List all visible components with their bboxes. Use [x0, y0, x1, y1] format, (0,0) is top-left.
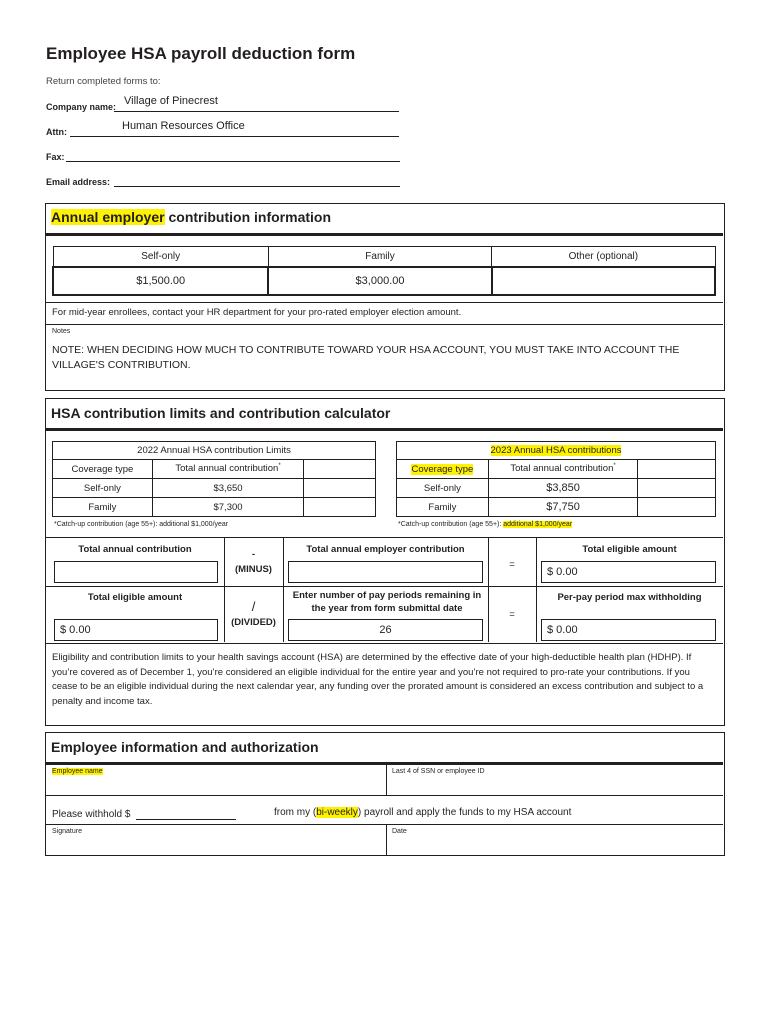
- limits-2022-row-label: Family: [53, 498, 153, 517]
- limits-2022-row-value: $7,300: [152, 498, 304, 517]
- total-eligible-label-2: Total eligible amount: [87, 592, 183, 603]
- pay-periods-input[interactable]: 26: [288, 619, 483, 641]
- employee-name-field[interactable]: [46, 765, 386, 795]
- value-other[interactable]: [492, 267, 715, 295]
- equals-sign-2: =: [509, 609, 515, 620]
- withhold-amount-field[interactable]: [136, 819, 236, 820]
- minus-dash: -: [251, 549, 256, 560]
- employer-title-rest: contribution information: [164, 209, 332, 225]
- limits-2022-col-coverage: Coverage type: [53, 460, 153, 479]
- email-label: Email address:: [46, 177, 111, 187]
- limits-2022-col-total: Total annual contribution*: [152, 460, 304, 479]
- total-eligible-output[interactable]: $ 0.00: [541, 561, 716, 583]
- company-name-label: Company name:: [46, 102, 117, 112]
- total-eligible-input-2[interactable]: $ 0.00: [54, 619, 218, 641]
- per-pay-output[interactable]: $ 0.00: [541, 619, 716, 641]
- limits-2023-footnote: *Catch-up contribution (age 55+): additional $1,000/year: [398, 521, 573, 528]
- divide-sign: /: [251, 599, 256, 614]
- limits-2022-caption: 2022 Annual HSA contribution Limits: [53, 442, 376, 460]
- attn-label: Attn:: [46, 127, 67, 137]
- limits-section-title: HSA contribution limits and contribution calculator: [51, 405, 391, 421]
- limits-2023-caption: 2023 Annual HSA contributions: [397, 442, 716, 460]
- limits-2023-row-label: Self-only: [397, 479, 489, 498]
- company-name-field[interactable]: Village of Pinecrest: [124, 95, 218, 107]
- total-annual-label: Total annual contribution: [78, 544, 192, 555]
- limits-section: [45, 398, 725, 726]
- limits-2023-table: [396, 441, 716, 517]
- eligibility-paragraph: Eligibility and contribution limits to your health savings account (HSA) are determined by the effective date of your high-deductible health plan (HDHP). If you’re covered as of December 1, you’re considered an eligible individual for the entire year and you’re not required to pro-rate your contributions. If you cease to be an eligible individual during the next calendar year, any funding over the prorated amount is considered an excess contribution and subject to a penalty and income tax.: [52, 652, 704, 707]
- pay-periods-label: Enter number of pay periods remaining in the year from form submittal date: [292, 590, 482, 614]
- limits-2022-row-value: $3,650: [152, 479, 304, 498]
- notes-field[interactable]: NOTE: WHEN DECIDING HOW MUCH TO CONTRIBUTE TOWARD YOUR HSA ACCOUNT, YOU MUST TAKE INTO ACCOUNT THE VILLAGE'S CONTRIBUTION.: [52, 344, 680, 371]
- per-pay-label: Per-pay period max withholding: [557, 592, 702, 603]
- fax-label: Fax:: [46, 152, 65, 162]
- total-eligible-label: Total eligible amount: [582, 544, 677, 555]
- midyear-note: For mid-year enrollees, contact your HR department for your pro-rated employer election amount.: [52, 307, 462, 318]
- limits-2022-row-label: Self-only: [53, 479, 153, 498]
- withhold-prefix: Please withhold $: [52, 809, 131, 820]
- page-title: Employee HSA payroll deduction form: [46, 44, 356, 63]
- ssn-field[interactable]: [387, 765, 723, 795]
- value-self-only[interactable]: $1,500.00: [53, 267, 268, 295]
- email-field[interactable]: [114, 186, 400, 187]
- limits-2022-footnote: *Catch-up contribution (age 55+): additional $1,000/year: [54, 521, 229, 528]
- company-name-line: [114, 111, 399, 112]
- employer-title-highlight: Annual employer: [51, 209, 165, 225]
- attn-line: [70, 136, 399, 137]
- notes-label: Notes: [52, 328, 71, 335]
- equals-sign: =: [509, 559, 515, 570]
- employer-contribution-table: [52, 246, 716, 296]
- total-employer-input[interactable]: [288, 561, 483, 583]
- header-self-only: Self-only: [53, 247, 268, 267]
- header-other: Other (optional): [492, 247, 715, 267]
- limits-2022-table: [52, 441, 376, 517]
- header-family: Family: [268, 247, 491, 267]
- limits-2023-col-total: Total annual contribution*: [488, 460, 638, 479]
- attn-field[interactable]: Human Resources Office: [122, 120, 245, 132]
- minus-label: (MINUS): [235, 564, 272, 575]
- total-employer-label: Total annual employer contribution: [306, 544, 465, 555]
- employer-contribution-section: [45, 203, 725, 391]
- signature-field[interactable]: [46, 825, 386, 855]
- limits-2023-row-value[interactable]: $3,850: [488, 479, 638, 498]
- fax-field[interactable]: [66, 161, 400, 162]
- signature-label: Signature: [52, 828, 82, 835]
- divided-label: (DIVIDED): [231, 617, 276, 628]
- date-field[interactable]: [387, 825, 723, 855]
- return-label: Return completed forms to:: [46, 76, 161, 87]
- limits-2023-col-coverage: Coverage type: [397, 460, 489, 479]
- employee-section: [45, 732, 725, 856]
- withhold-sentence: from my (bi-weekly) payroll and apply the funds to my HSA account: [274, 807, 572, 818]
- total-annual-input[interactable]: [54, 561, 218, 583]
- ssn-label: Last 4 of SSN or employee ID: [392, 768, 485, 775]
- employee-name-label: Employee name: [52, 768, 103, 775]
- employee-section-title: Employee information and authorization: [51, 739, 319, 755]
- limits-2023-row-value[interactable]: $7,750: [488, 498, 638, 517]
- limits-2023-row-label: Family: [397, 498, 489, 517]
- value-family[interactable]: $3,000.00: [268, 267, 491, 295]
- date-label: Date: [392, 828, 407, 835]
- employer-section-title: [51, 209, 331, 225]
